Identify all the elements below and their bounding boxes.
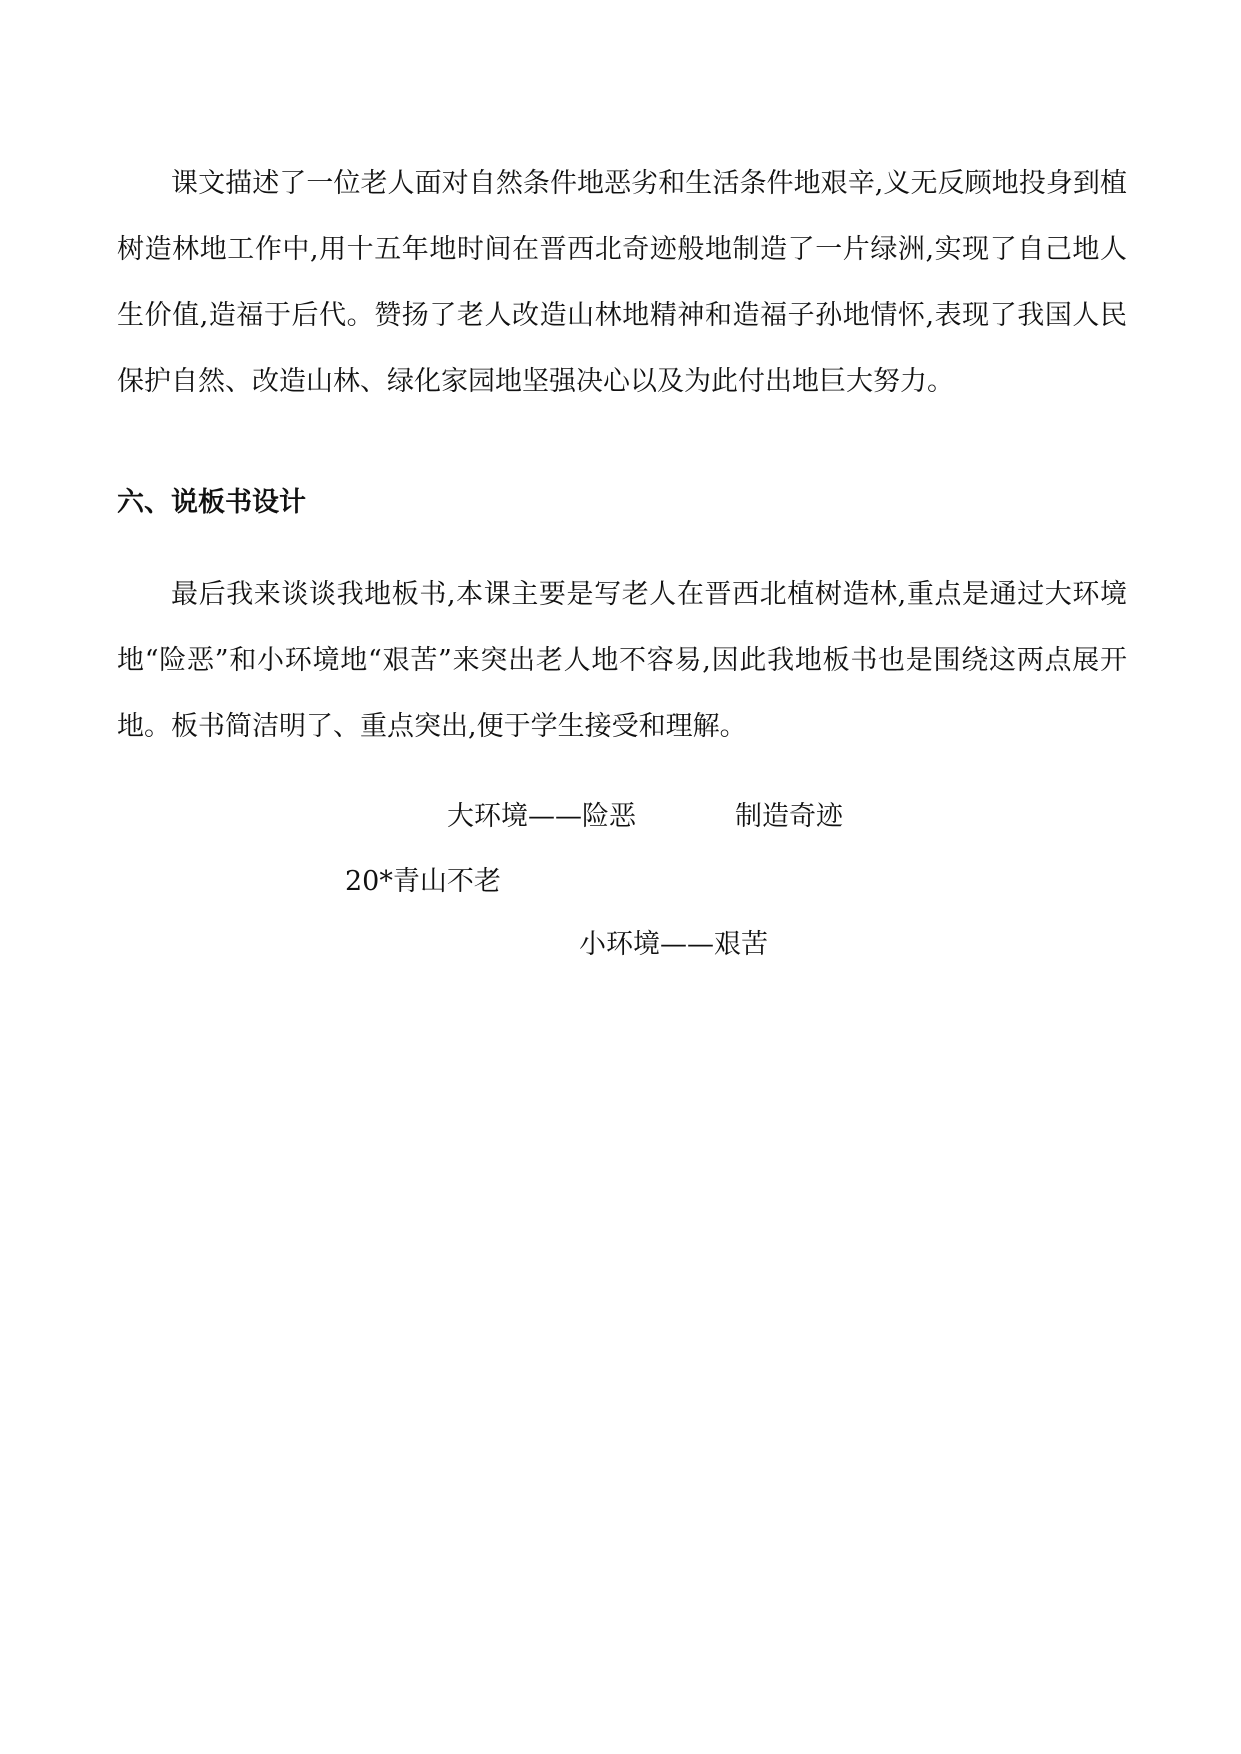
board-miracle: 制造奇迹 — [735, 801, 843, 832]
blackboard-paragraph: 最后我来谈谈我地板书,本课主要是写老人在晋西北植树造林,重点是通过大环境地“险恶”和小环境地“艰苦”来突出老人地不容易,因此我地板书也是围绕这两点展开地。板书简洁明了、重点突出,便于学生接受和理解。 — [117, 579, 1127, 742]
section-heading: 六、说板书设计 — [117, 487, 306, 518]
summary-paragraph: 课文描述了一位老人面对自然条件地恶劣和生活条件地艰辛,义无反顾地投身到植树造林地工作中,用十五年地时间在晋西北奇迹般地制造了一片绿洲,实现了自己地人生价值,造福于后代。赞扬了老人改造山林地精神和造福子孙地情怀,表现了我国人民保护自然、改造山林、绿化家园地坚强决心以及为此付出地巨大努力。 — [117, 168, 1127, 397]
board-small-environment: 小环境——艰苦 — [579, 929, 768, 960]
board-lesson-title: 20*青山不老 — [345, 866, 501, 897]
board-big-environment: 大环境——险恶 — [447, 801, 636, 832]
